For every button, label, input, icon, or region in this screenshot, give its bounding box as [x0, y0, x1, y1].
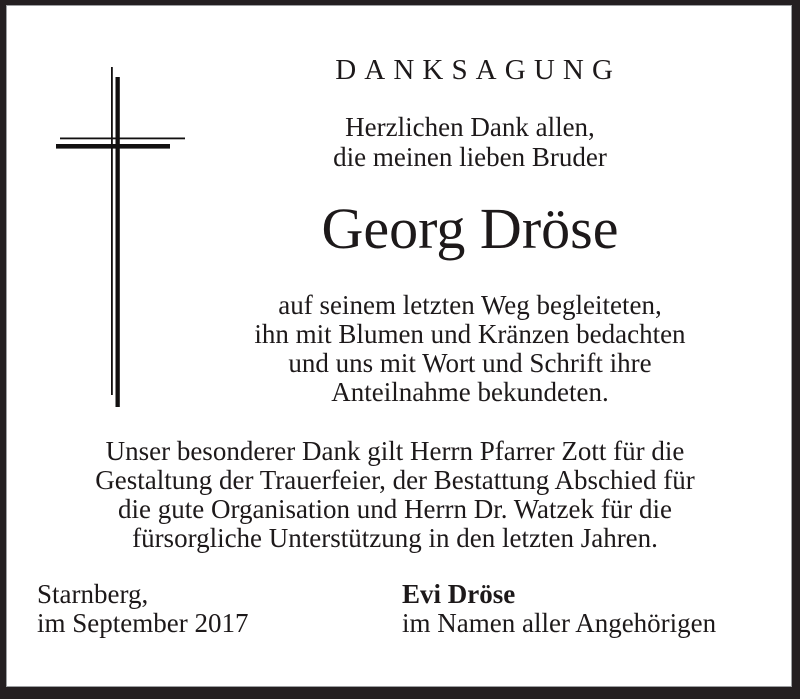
signature-block — [402, 580, 716, 637]
farewell-paragraph — [150, 291, 790, 407]
thanks-line: Gestaltung der Trauerfeier, der Bestattung Abschied für — [95, 465, 695, 495]
signature-name: Evi Dröse — [402, 579, 516, 609]
thanks-line: die gute Organisation und Herrn Dr. Watzek für die — [118, 494, 672, 524]
notice-title: DANKSAGUNG — [335, 54, 622, 86]
thanks-line: Unser besonderer Dank gilt Herrn Pfarrer Zott für die — [105, 436, 685, 466]
deceased-name: Georg Dröse — [321, 196, 619, 261]
farewell-line: ihn mit Blumen und Kränzen bedachten — [254, 319, 686, 349]
special-thanks-paragraph — [6, 437, 784, 553]
date: im September 2017 — [37, 607, 249, 638]
place: Starnberg, — [37, 579, 149, 609]
intro-line: Herzlichen Dank allen, — [345, 112, 595, 142]
farewell-line: auf seinem letzten Weg begleiteten, — [278, 290, 662, 320]
thanks-line: fürsorgliche Unterstützung in den letzten Jahren. — [132, 523, 658, 553]
signature-subtitle: im Namen aller Angehörigen — [402, 607, 717, 638]
farewell-line: Anteilnahme bekundeten. — [331, 377, 609, 407]
place-and-date — [37, 580, 248, 637]
intro-lines — [150, 112, 790, 172]
farewell-line: und uns mit Wort und Schrift ihre — [288, 348, 652, 378]
intro-line: die meinen lieben Bruder — [333, 142, 607, 172]
